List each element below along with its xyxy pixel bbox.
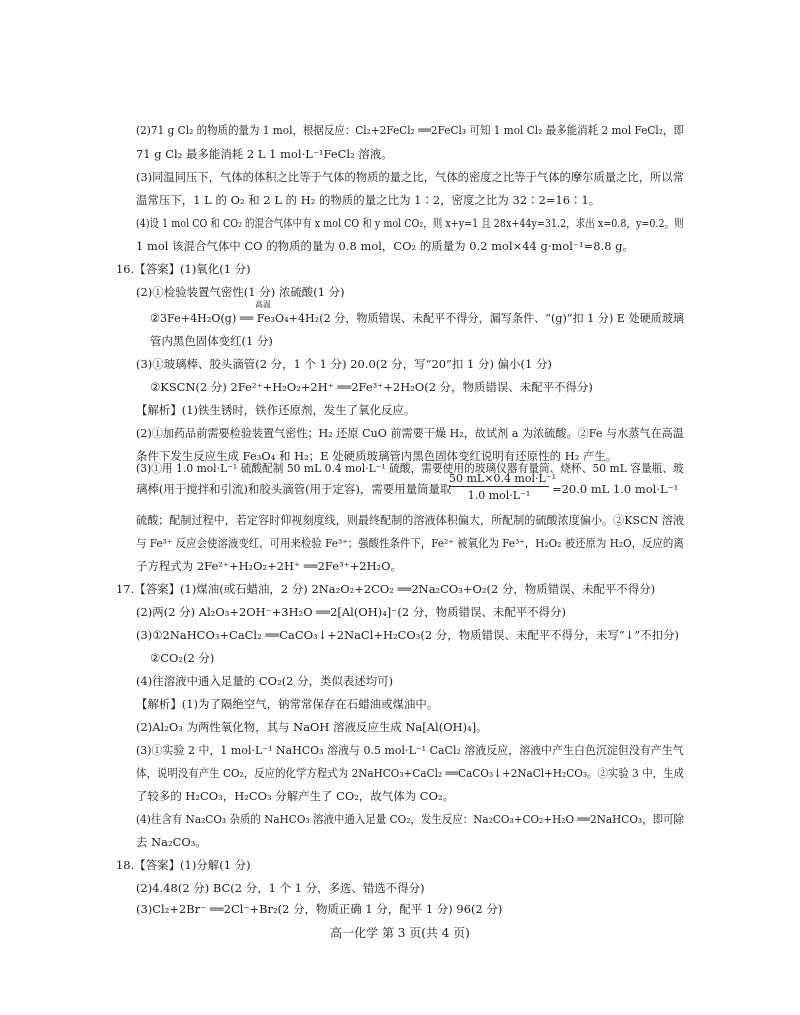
text-line: 璃棒(用于搅拌和引流)和胶头滴管(用于定容)，需要用量筒量取 [136,482,452,496]
text-line: (3)①玻璃棒、胶头滴管(2 分，1 个 1 分) 20.0(2 分，写“20”扣 1 分) 偏小(1 分) [136,357,552,371]
text-line: 去 Na₂CO₃。 [136,835,207,849]
fraction-numerator: 50 mL×0.4 mol·L⁻¹ [449,472,557,485]
text-line: 条件下发生反应生成 Fe₃O₄ 和 H₂；E 处硬质玻璃管内黑色固体变红说明有还原性的 H₂ 产生。 [136,449,618,463]
text-line: 了较多的 H₂CO₃，H₂CO₃ 分解产生了 CO₂，故气体为 CO₂。 [136,789,455,803]
text-line: (3)①用 1.0 mol·L⁻¹ 硫酸配制 50 mL 0.4 mol·L⁻¹ 硫酸，需要使用的玻璃仪器有量筒、烧杯、50 mL 容量瓶、玻 [136,461,684,475]
text-line: ②KSCN(2 分) 2Fe²⁺+H₂O₂+2H⁺ ══2Fe³⁺+2H₂O(2 分，物质错误、未配平不得分) [150,380,593,394]
text-line: (2)①检验装置气密性(1 分) 浓硫酸(1 分) [136,285,345,299]
text-line: (3)①实验 2 中，1 mol·L⁻¹ NaHCO₃ 溶液与 0.5 mol·L⁻¹ CaCl₂ 溶液反应，溶液中产生白色沉淀但没有产生气 [136,743,684,757]
text-line: 管内黑色固体变红(1 分) [150,334,273,348]
text-line: (2)71 g Cl₂ 的物质的量为 1 mol，根据反应：Cl₂+2FeCl₂ ══2FeCl₃ 可知 1 mol Cl₂ 最多能消耗 2 mol FeCl₂，即 [136,123,684,137]
text-line: 温常压下，1 L 的 O₂ 和 2 L 的 H₂ 的物质的量之比为 1∶2，密度之比为 32∶2=16∶1。 [136,193,601,207]
text-line: (2)两(2 分) Al₂O₃+2OH⁻+3H₂O ══2[Al(OH)₄]⁻(2 分，物质错误、未配平不得分) [136,605,567,619]
text-line: (4)往含有 Na₂CO₃ 杂质的 NaHCO₃ 溶液中通入足量 CO₂，发生反应：Na₂CO₃+CO₂+H₂O ══2NaHCO₃，即可除 [136,812,685,826]
analysis-17: 【解析】(1)为了隔绝空气，钠常常保存在石蜡油或煤油中。 [136,697,439,711]
question-17-answer: 17.【答案】(1)煤油(或石蜡油，2 分) 2Na₂O₂+2CO₂ ══2Na₂CO₃+O₂(2 分，物质错误、未配平不得分) [116,582,656,596]
text-line: (2)①加药品前需要检验装置气密性；H₂ 还原 CuO 前需要干燥 H₂，故试剂 a 为浓硫酸。②Fe 与水蒸气在高温 [136,426,684,440]
text-line: (3)Cl₂+2Br⁻ ══2Cl⁻+Br₂(2 分，物质正确 1 分，配平 1 分) 96(2 分) [136,902,503,916]
volume-fraction [449,472,557,502]
text-line: ②3Fe+4H₂O(g) ══ Fe₃O₄+4H₂(2 分，物质错误、未配平不得分，漏写条件、“(g)”扣 1 分) E 处硬质玻璃 [150,311,685,325]
question-18-answer: 18.【答案】(1)分解(1 分) [116,858,251,872]
text-line: (3)①2NaHCO₃+CaCl₂ ══CaCO₃↓+2NaCl+H₂CO₃(2 分，物质错误、未配平不得分，未写“↓”不扣分) [136,628,680,642]
fraction-denominator: 1.0 mol·L⁻¹ [467,489,531,502]
text-line: (3)同温同压下，气体的体积之比等于气体的物质的量之比，气体的密度之比等于气体的摩尔质量之比，所以常 [136,170,685,184]
analysis-16: 【解析】(1)铁生锈时，铁作还原剂，发生了氧化反应。 [136,403,416,417]
text-line: 硫酸；配制过程中，若定容时仰视刻度线，则最终配制的溶液体积偏大，所配制的硫酸浓度偏小。②KSCN 溶液 [136,513,685,527]
text-line: =20.0 mL 1.0 mol·L⁻¹ [552,482,679,496]
text-line: 子方程式为 2Fe²⁺+H₂O₂+2H⁺ ══2Fe³⁺+2H₂O。 [136,559,403,573]
text-line: (4)设 1 mol CO 和 CO₂ 的混合气体中有 x mol CO 和 y mol CO₂，则 x+y=1 且 28x+44y=31.2，求出 x=0.8，y=0.2。则 [136,216,684,230]
question-16-answer: 16.【答案】(1)氧化(1 分) [116,262,251,276]
page-footer: 高一化学 第 3 页(共 4 页) [330,926,470,940]
text-line: (4)往溶液中通入足量的 CO₂(2 分，类似表述均可) [136,674,394,688]
condition-label: 高温 [255,300,272,309]
text-line: 体，说明没有产生 CO₂，反应的化学方程式为 2NaHCO₃+CaCl₂ ══CaCO₃↓+2NaCl+H₂CO₃。②实验 3 中，生成 [136,766,685,780]
text-line: 1 mol 该混合气体中 CO 的物质的量为 0.8 mol，CO₂ 的质量为 0.2 mol×44 g·mol⁻¹=8.8 g。 [136,239,634,253]
text-line: (2)4.48(2 分) BC(2 分，1 个 1 分，多选、错选不得分) [136,881,425,895]
text-line: 与 Fe³⁺ 反应会使溶液变红，可用来检验 Fe³⁺；强酸性条件下，Fe²⁺ 被氧化为 Fe³⁺，H₂O₂ 被还原为 H₂O，反应的离 [136,536,684,550]
text-line: (2)Al₂O₃ 为两性氧化物，其与 NaOH 溶液反应生成 Na[Al(OH)₄]。 [136,720,488,734]
text-line: 71 g Cl₂ 最多能消耗 2 L 1 mol·L⁻¹FeCl₂ 溶液。 [136,147,393,161]
text-line: ②CO₂(2 分) [150,651,215,665]
